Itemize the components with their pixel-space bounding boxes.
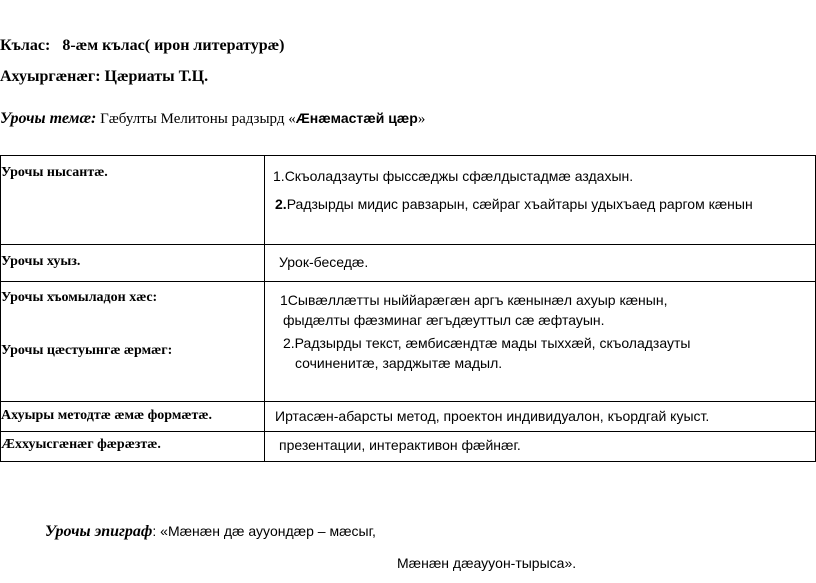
- table-row: [1, 245, 816, 282]
- row-label-cell: [1, 245, 265, 282]
- epigraph-line: [45, 523, 376, 541]
- topic-label: Урочы темæ:: [0, 110, 97, 127]
- row-value-cell: [265, 156, 816, 245]
- row-label: Урочы хуыз.: [1, 254, 81, 269]
- row-value-cell: [265, 402, 816, 432]
- row-label: Ахуыры методтæ æмæ формæтæ.: [1, 408, 212, 423]
- row-value-cell: [265, 245, 816, 282]
- row-value-line: фыдæлты фæзминаг æгъдæуттыл сæ æфтауын.: [283, 312, 605, 328]
- row-label: Урочы нысантæ.: [1, 165, 108, 180]
- class-label: Кълас:: [0, 37, 51, 54]
- epigraph-text: «Мæнæн дæ ауyондæр – мæсыг,: [156, 523, 376, 539]
- row-label-cell: [1, 432, 265, 462]
- goal-number: 2.: [275, 196, 287, 212]
- table-row: [1, 432, 816, 462]
- row-value: Урок-беседæ.: [279, 254, 369, 270]
- table-row: [1, 402, 816, 432]
- topic-title: Æнæмастæй цæр: [295, 110, 418, 126]
- class-line: [0, 37, 284, 55]
- row-label-cell: [1, 402, 265, 432]
- topic-close: »: [417, 111, 426, 127]
- topic-text: Гæбулты Мелитоны радзырд «: [100, 111, 296, 127]
- row-label-cell: [1, 156, 265, 245]
- row-label-cell: [1, 282, 265, 402]
- row-label-secondary: Урочы цæстуынгæ æрмæг:: [1, 343, 173, 358]
- teacher-line: Ахуыргæнæг: Цæриаты Т.Ц.: [0, 68, 209, 85]
- goal-item: [275, 196, 753, 212]
- class-value: 8-æм кълас( ирон литературæ): [62, 37, 285, 54]
- row-value: Иртасæн-абарсты метод, проектон индивидуалон, къордгай куыст.: [275, 408, 710, 424]
- epigraph-colon: :: [152, 523, 157, 539]
- row-value-cell: [265, 282, 816, 402]
- lesson-plan-table: [0, 155, 816, 462]
- row-value-line: сочиненитæ, зарджытæ мадыл.: [295, 355, 503, 371]
- row-value-line: 1Сывæллæтты ныййарæгæн аргъ кæнынæл ахуыр кæнын,: [280, 292, 668, 308]
- goal-text: Скъоладзауты фыссæджы сфæлдыстадмæ аздахын.: [284, 168, 634, 184]
- table-row: [1, 282, 816, 402]
- row-value-line: 2.Радзырды текст, æмбисæндтæ мады тыххæй, скъоладзауты: [283, 335, 691, 351]
- topic-line: [0, 110, 425, 128]
- epigraph-continuation: Мæнæн дæауyон-тырыса».: [397, 555, 577, 571]
- row-value: презентации, интерактивон фæйнæг.: [279, 437, 521, 453]
- goal-item: [273, 168, 633, 184]
- goal-number: 1.: [273, 168, 285, 184]
- goal-text: Радзырды мидис равзарын, сæйраг хъайтары удыхъаед раргом кæнын: [286, 196, 753, 212]
- row-value-cell: [265, 432, 816, 462]
- row-label: Урочы хъомыладон хæс:: [1, 290, 158, 305]
- row-label: Æххуысгæнæг фæрæзтæ.: [1, 437, 161, 452]
- epigraph-label: Урочы эпиграф: [45, 523, 153, 540]
- table-row: [1, 156, 816, 245]
